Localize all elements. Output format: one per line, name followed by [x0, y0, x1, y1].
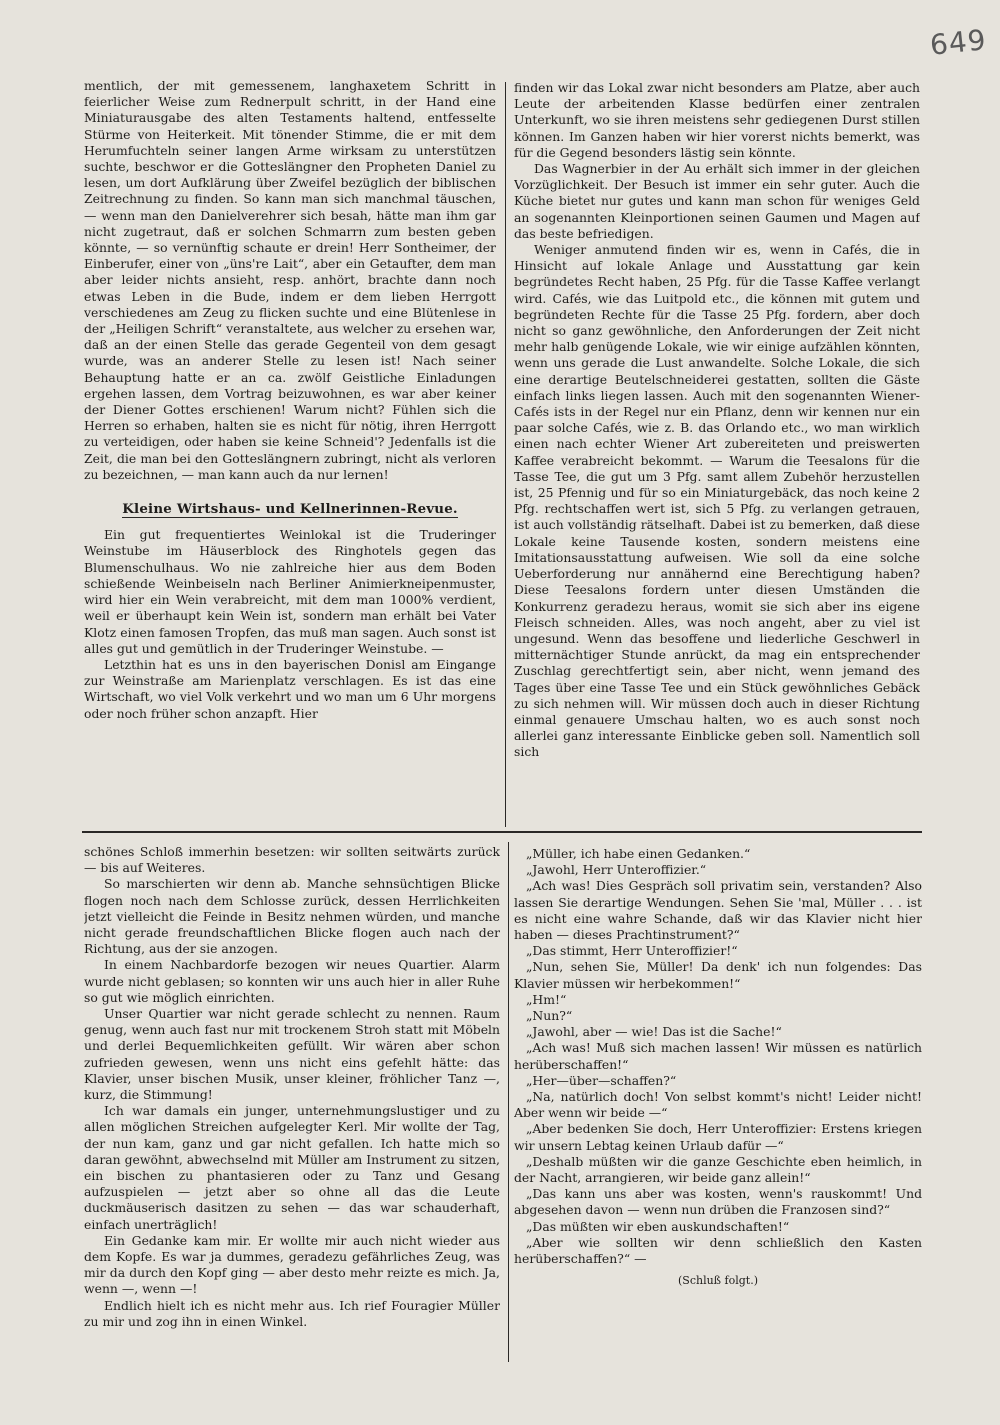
upper-right-column — [514, 80, 920, 828]
dialogue-line: „Müller, ich habe einen Gedanken.“ — [526, 846, 751, 861]
to-be-continued-note: (Schluß folgt.) — [678, 1274, 758, 1288]
dialogue-line: „Deshalb müßten wir die ganze Geschichte eben heimlich, in der Nacht, arrangieren, wir beide ganz allein!“ — [514, 1153, 922, 1186]
dialogue-line: „Aber wie sollten wir denn schließlich den Kasten herüberschaffen?“ — — [514, 1234, 922, 1267]
paragraph: Letzthin hat es uns in den bayerischen Donisl am Eingange zur Weinstraße am Marienplatz verschlagen. Es ist das eine Wirtschaft, wo viel Volk verkehrt und wo man um 6 Uhr morgens oder noch früher schon anzapft. Hier — [84, 656, 496, 721]
paragraph: Endlich hielt ich es nicht mehr aus. Ich rief Fouragier Müller zu mir und zog ihn in einen Winkel. — [84, 1297, 500, 1329]
section-divider — [82, 831, 922, 833]
dialogue-line: „Na, natürlich doch! Von selbst kommt's nicht! Leider nicht! Aber wenn wir beide —“ — [514, 1089, 922, 1121]
dialogue-line: „Das stimmt, Herr Unteroffizier!“ — [526, 943, 738, 959]
paragraph: Ein gut frequentiertes Weinlokal ist die Truderinger Weinstube im Häuserblock des Ringhotels gegen das Blumenschulhaus. Wo nie zahlreiche hier aus dem Boden schießende Weinbeiseln nach Berliner Animierkneipenmuster, wird hier ein Wein verabreicht, mit dem man 1000% verdient, weil er überhaupt kein Wein ist, sondern man erhält bei Vater Klotz einen famosen Tropfen, das muß man sagen. Auch sonst ist alles gut und gemütlich in der Truderinger Weinstube. — — [84, 527, 496, 656]
page-number: 649 — [928, 23, 989, 62]
dialogue-line: „Ach was! Dies Gespräch soll privatim sein, verstanden? Also lassen Sie derartige Wendungen. Sehen Sie 'mal, Müller . . . ist es nicht eine wahre Schande, daß wir das Klavier nicht hier haben — dieses Prachtinstrument?“ — [514, 878, 922, 943]
paragraph: Das Wagnerbier in der Au erhält sich immer in der gleichen Vorzüglichkeit. Der Besuch ist immer ein sehr guter. Auch die Küche bietet nur gutes und kann man schon für weniges Geld an sogenannten Kleinportionen seinen Gaumen und Magen auf das beste befriedigen. — [514, 161, 920, 241]
lower-left-column — [84, 844, 500, 1364]
dialogue-line: „Hm!“ — [526, 991, 567, 1007]
dialogue-line: „Das kann uns aber was kosten, wenn's rauskommt! Und abgesehen davon — wenn nun drüben die Franzosen sind?“ — [514, 1186, 922, 1218]
dialogue-line: „Das müßten wir eben auskundschaften!“ — [526, 1218, 790, 1234]
column-divider — [505, 82, 506, 827]
paragraph: Unser Quartier war nicht gerade schlecht zu nennen. Raum genug, wenn auch fast nur mit trockenem Stroh statt mit Möbeln und derlei Bequemlichkeiten gefüllt. Wir wären aber schon zufrieden gewesen, wenn uns nicht eins gefehlt hätte: das Klavier, unser bischen Musik, unser kleiner, fröhlicher Tanz —, kurz, die Stimmung! — [84, 1006, 500, 1103]
paragraph: finden wir das Lokal zwar nicht besonders am Platze, aber auch Leute der arbeitenden Klasse bedürfen einer zentralen Unterkunft, wo sie ihren meistens sehr gediegenen Durst stillen können. Im Ganzen haben wir hier vorerst nichts bemerkt, was für die Gegend besonders lästig sein könnte. — [514, 80, 920, 160]
upper-left-column — [84, 78, 496, 828]
dialogue-line: „Nun, sehen Sie, Müller! Da denk' ich nun folgendes: Das Klavier müssen wir herbekommen!“ — [514, 959, 922, 991]
dialogue-line: „Aber bedenken Sie doch, Herr Unteroffizier: Erstens kriegen wir unsern Lebtag keinen Urlaub dafür —“ — [514, 1121, 922, 1153]
section-heading — [84, 501, 496, 517]
lower-right-column — [514, 846, 922, 1366]
dialogue-line: „Nun?“ — [526, 1008, 573, 1024]
paragraph: mentlich, der mit gemessenem, langhaxetem Schritt in feierlicher Weise zum Rednerpult schritt, in der Hand eine Miniaturausgabe des alten Testaments haltend, entfesselte Stürme von Heiterkeit. Mit tönender Stimme, die er mit dem Herumfuchteln seiner langen Arme wirksam zu unterstützen suchte, beschwor er die Gotteslängner den Propheten Daniel zu lesen, um dort Aufklärung über Zweifel bezüglich der biblischen Zeitrechnung zu finden. So kann man sich manchmal täuschen, — wenn man den Danielverehrer sich besah, hätte man ihm gar nicht zugetraut, daß er solchen Schmarrn zum besten geben könnte, — so vernünftig schaute er drein! Herr Sontheimer, der Einberufer, einer von „üns're Lait“, aber ein Getaufter, dem man aber leider nichts ansieht, resp. anhört, brachte dann noch etwas Leben in die Bude, indem er dem lieben Herrgott verschiedenes am Zeug zu flicken suchte und eine Blütenlese in der „Heiligen Schrift“ veranstaltete, aus welcher zu ersehen war, daß an der einen Stelle das gerade Gegenteil von dem gesagt wurde, was an anderer Stelle zu lesen ist! Nach seiner Behauptung hatte er an ca. zwölf Geistliche Einladungen ergehen lassen, dem Vortrag beizuwohnen, es war aber keiner der Diener Gottes erschienen! Warum nicht? Fühlen sich die Herren so erhaben, halten sie es nicht für nötig, ihren Herrgott zu verteidigen, oder haben sie keine Schneid'? Jedenfalls ist die Zeit, die man bei den Gotteslängnern zubringt, nicht als verloren zu bezeichnen, — man kann auch da nur lernen! — [84, 78, 496, 482]
paragraph: schönes Schloß immerhin besetzen: wir sollten seitwärts zurück — bis auf Weiteres. — [84, 844, 500, 876]
dialogue-line: „Ach was! Muß sich machen lassen! Wir müssen es natürlich herüberschaffen!“ — [514, 1040, 922, 1072]
heading-text: Kleine Wirtshaus- und Kellnerinnen-Revue. — [122, 501, 458, 518]
paragraph: Ich war damals ein junger, unternehmungslustiger und zu allen möglichen Streichen aufgelegter Kerl. Mir wollte der Tag, der nun kam, ganz und gar nicht gefallen. Ich hatte mich so daran gewöhnt, abwechselnd mit Müller am Instrument zu sitzen, ein bischen zu phantasieren oder zu Tanz und Gesang aufzuspielen — jetzt aber so ohne all das die Leute duckmäuserisch dasitzen zu sehen — das war schauderhaft, einfach unerträglich! — [84, 1103, 500, 1232]
column-divider — [508, 842, 509, 1362]
dialogue-line: „Jawohl, aber — wie! Das ist die Sache!“ — [526, 1024, 782, 1040]
paragraph: Ein Gedanke kam mir. Er wollte mir auch nicht wieder aus dem Kopfe. Es war ja dummes, geradezu gefährliches Zeug, was mir da durch den Kopf ging — aber desto mehr reizte es mich. Ja, wenn —, wenn —! — [84, 1232, 500, 1297]
dialogue-line: „Her—über—schaffen?“ — [526, 1072, 677, 1088]
dialogue-line: „Jawohl, Herr Unteroffizier.“ — [526, 862, 707, 878]
paragraph: In einem Nachbardorfe bezogen wir neues Quartier. Alarm wurde nicht geblasen; so konnten wir uns auch hier in aller Ruhe so gut wie möglich einrichten. — [84, 957, 500, 1005]
paragraph: So marschierten wir denn ab. Manche sehnsüchtigen Blicke flogen noch nach dem Schlosse zurück, dessen Herrlichkeiten jetzt vielleicht die Feinde in Besitz nehmen würden, und manche nicht gerade freundschaftlichen Blicke flogen auch nach der Richtung, aus der sie anzogen. — [84, 876, 500, 957]
paragraph: Weniger anmutend finden wir es, wenn in Cafés, die in Hinsicht auf lokale Anlage und Ausstattung gar kein begründetes Recht haben, 25 Pfg. für die Tasse Kaffee verlangt wird. Cafés, wie das Luitpold etc., die können mit gutem und begründeten Rechte für die Tasse 25 Pfg. fordern, aber doch nicht so ganz gewöhnliche, den Anforderungen der Zeit nicht mehr halb genügende Lokale, wie wir einige aufzählen könnten, wenn uns gerade die Lust anwandelte. Solche Lokale, die sich eine derartige Beutelschneiderei gestatten, sollten die Gäste einfach links liegen lassen. Auch mit den sogenannten Wiener-Cafés ists in der Regel nur ein Pflanz, denn wir kennen nur ein paar solche Cafés, wie z. B. das Orlando etc., wo man wirklich einen nach echter Wiener Art zubereiteten und preiswerten Kaffee verabreicht bekommt. — Warum die Teesalons für die Tasse Tee, die gut um 3 Pfg. samt allem Zubehör herzustellen ist, 25 Pfennig und für so ein Miniaturgebäck, das noch keine 2 Pfg. rechtschaffen wert ist, sich 5 Pfg. zu verlangen getrauen, ist auch vollständig rätselhaft. Dabei ist zu bemerken, daß diese Lokale keine Tausende kosten, sondern meistens eine Imitationsausstattung aufweisen. Wie soll da eine solche Ueberforderung nur annähernd eine Berechtigung haben? Diese Teesalons fordern unter diesen Umständen die Konkurrenz geradezu heraus, womit sie sich aber ins eigene Fleisch schneiden. Alles, was noch angeht, aber zu viel ist ungesund. Wenn das besoffene und liederliche Geschwerl in mitternächtiger Stunde anrückt, da mag ein entsprechender Zuschlag gerechtfertigt sein, aber nicht, wenn jemand des Tages über eine Tasse Tee und ein Stück gewöhnliches Gebäck zu sich nehmen will. Wir müssen doch auch in dieser Richtung einmal genauere Umschau halten, wo es auch sonst noch allerlei ganz interessante Einblicke geben soll. Namentlich soll sich — [514, 242, 920, 760]
